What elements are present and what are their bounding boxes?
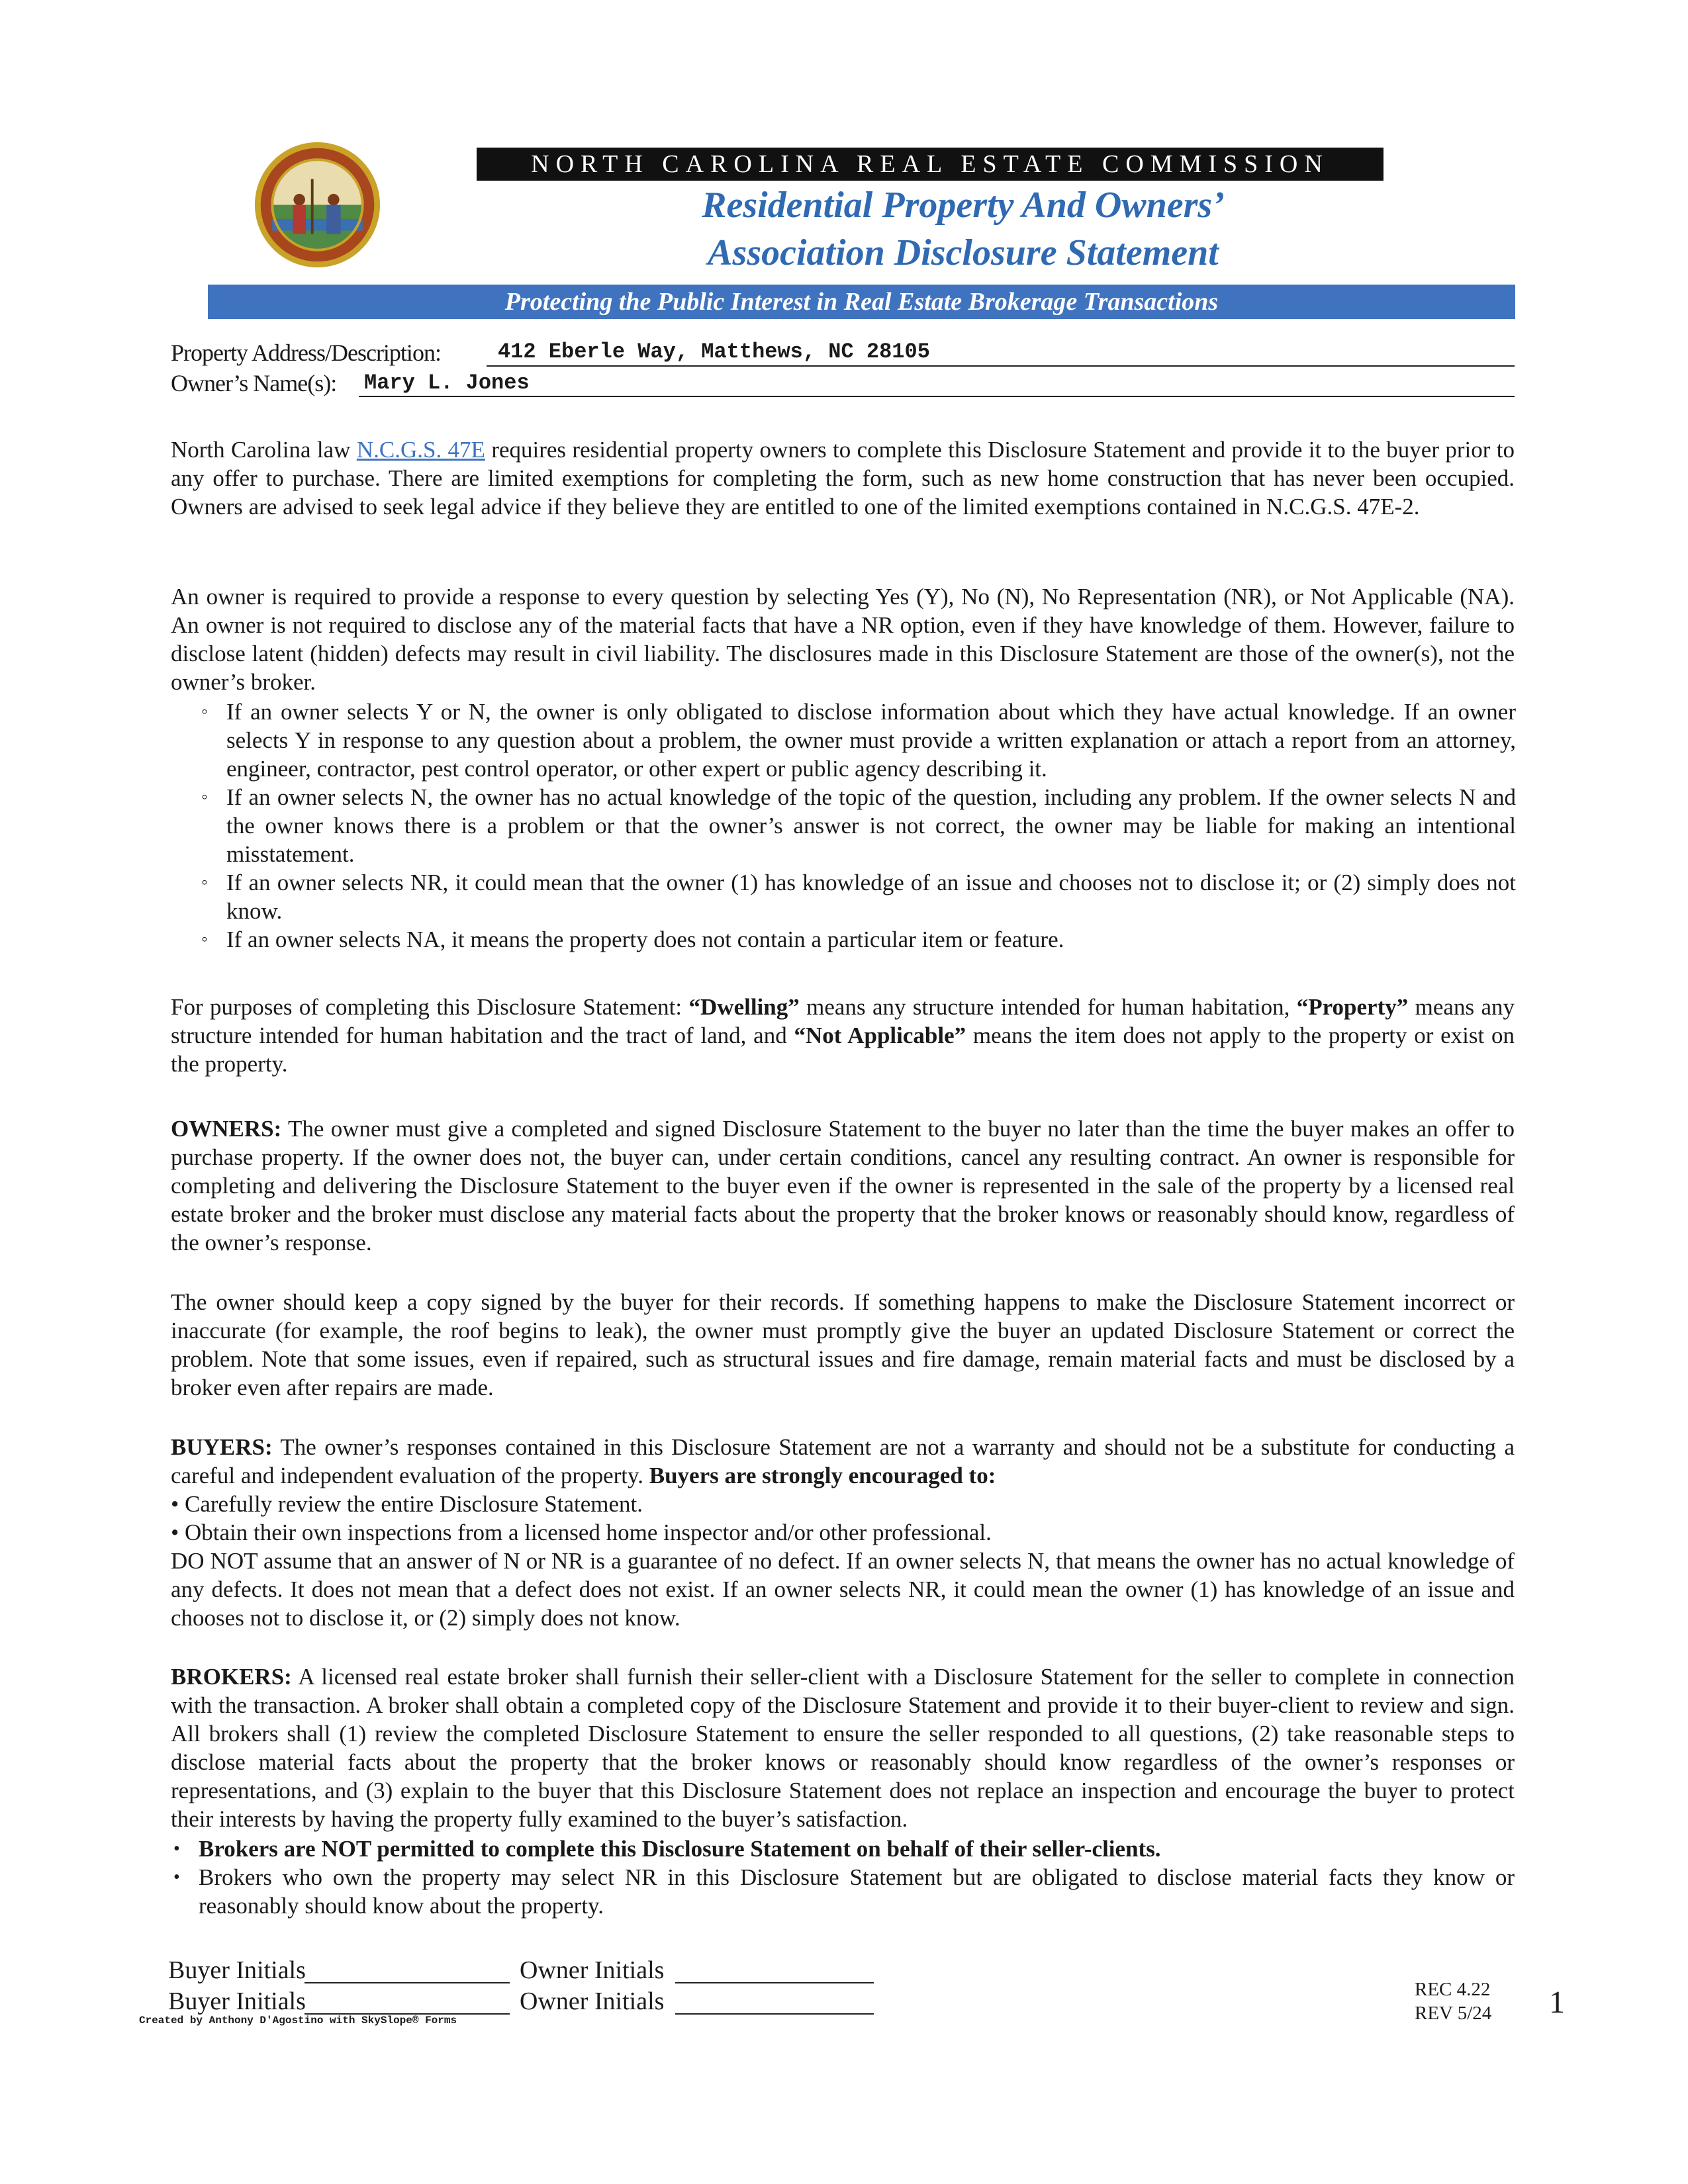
- buyer-initials-label-2: Buyer Initials: [168, 1987, 306, 2015]
- owner-initials-label: Owner Initials: [520, 1956, 665, 1984]
- brokers-list: [171, 1835, 1515, 1920]
- owners-heading: OWNERS:: [171, 1116, 282, 1142]
- buyer-initials-label: Buyer Initials: [168, 1956, 306, 1984]
- definitions-paragraph: For purposes of completing this Disclosure Statement: “Dwelling” means any structure intended for human habitation, “Property” means any structure intended for human habitation and the tract of land, and “Not Applicable” means the item does not apply to the property or exist on the property.: [171, 994, 1515, 1077]
- property-address-underline: [487, 365, 1515, 367]
- property-address-label: Property Address/Description:: [171, 340, 441, 366]
- form-creator-note: Created by Anthony D'Agostino with SkySlope® Forms: [139, 2015, 457, 2026]
- list-item: ◦ If an owner selects NA, it means the property does not contain a particular item or feature.: [201, 927, 1064, 952]
- buyer-initials-field[interactable]: [305, 1982, 510, 1983]
- owner-names-label: Owner’s Name(s):: [171, 370, 337, 396]
- intro-paragraph-2: An owner is required to provide a response to every question by selecting Yes (Y), No (N), No Representation (NR), or Not Applicable (NA). An owner is not required to disclose any of the material facts that have a NR option, even if they have knowledge of them. However, failure to disclose latent (hidden) defects may result in civil liability. The disclosures made in this Disclosure Statement are those of the owner(s), not the owner’s broker.: [171, 584, 1515, 695]
- list-item: • Carefully review the entire Disclosure Statement.: [171, 1491, 643, 1517]
- list-item: • Brokers who own the property may select NR in this Disclosure Statement but are obligated to disclose material facts they know or reasonably should know about the property.: [173, 1864, 1515, 1919]
- owners-paragraph-2: The owner should keep a copy signed by the buyer for their records. If something happens to make the Disclosure Statement incorrect or inaccurate (for example, the roof begins to leak), the owner must promptly give the buyer an updated Disclosure Statement or correct the problem. Note that some issues, even if repaired, such as structural issues and fire damage, remain material facts and must be disclosed by a broker even after repairs are made.: [171, 1289, 1515, 1400]
- form-title-line-2: Association Disclosure Statement: [708, 232, 1219, 273]
- intro-paragraph-1: North Carolina law N.C.G.S. 47E requires residential property owners to complete this Disclosure Statement and provide it to the buyer prior to any offer to purchase. There are limited exemptions for completing the form, such as new home construction that has never been occupied. Owners are advised to seek legal advice if they believe they are entitled to one of the limited exemptions contained in N.C.G.S. 47E-2.: [171, 437, 1515, 520]
- list-item: ◦ If an owner selects Y or N, the owner is only obligated to disclose information about which they have actual knowledge. If an owner selects Y in response to any question about a problem, the owner must provide a written explanation or attach a report from an attorney, engineer, contractor, pest control operator, or other expert or public agency describing it.: [201, 699, 1516, 782]
- page-number: 1: [1549, 1985, 1565, 2020]
- owner-names-field[interactable]: Mary L. Jones: [364, 371, 530, 395]
- buyers-heading: BUYERS:: [171, 1434, 273, 1460]
- ncgs-47e-link[interactable]: N.C.G.S. 47E: [356, 437, 485, 463]
- commission-banner: NORTH CAROLINA REAL ESTATE COMMISSION: [477, 148, 1383, 181]
- list-item: • Obtain their own inspections from a licensed home inspector and/or other professional.: [171, 1520, 992, 1545]
- list-item: ◦ If an owner selects N, the owner has no actual knowledge of the topic of the question, including any problem. If the owner selects N and the owner knows there is a problem or that the owner’s answer is not correct, the owner may be liable for making an intentional misstatement.: [201, 784, 1516, 867]
- list-item: ◦ If an owner selects NR, it could mean that the owner (1) has knowledge of an issue and chooses not to disclose it; or (2) simply does not know.: [201, 870, 1516, 924]
- tagline-banner: Protecting the Public Interest in Real Estate Brokerage Transactions: [208, 285, 1515, 319]
- owner-initials-field-2[interactable]: [675, 2013, 874, 2015]
- brokers-paragraph: BROKERS: A licensed real estate broker shall furnish their seller-client with a Disclosure Statement for the seller to complete in connection with the transaction. A broker shall obtain a completed copy of the Disclosure Statement and provide it to their buyer-client to review and sign. All brokers shall (1) review the completed Disclosure Statement to ensure the seller responded to all questions, (2) take reasonable steps to disclose material facts about the property that the broker knows or reasonably should know regardless of the owner’s responses or representations, and (3) explain to the buyer that this Disclosure Statement does not replace an inspection and encourage the buyer to protect their interests by having the property fully examined to the buyer’s satisfaction.: [171, 1664, 1515, 1832]
- buyers-paragraph: BUYERS: The owner’s responses contained in this Disclosure Statement are not a warranty and should not be a substitute for conducting a careful and independent evaluation of the property. Buyers are strongly encouraged to:: [171, 1434, 1515, 1488]
- owners-paragraph: OWNERS: The owner must give a completed and signed Disclosure Statement to the buyer no later than the time the buyer makes an offer to purchase property. If the owner does not, the buyer can, under certain conditions, cancel any resulting contract. An owner is responsible for completing and delivering the Disclosure Statement to the buyer even if the owner is represented in the sale of the property by a licensed real estate broker and the broker must disclose any material facts about the property that the broker knows or reasonably should know, regardless of the owner’s response.: [171, 1116, 1515, 1255]
- buyers-paragraph-2: DO NOT assume that an answer of N or NR is a guarantee of no defect. If an owner selects N, that means the owner has no actual knowledge of any defects. It does not mean that a defect does not exist. If an owner selects NR, it could mean the owner (1) has knowledge of an issue and chooses not to disclose it, or (2) simply does not know.: [171, 1548, 1515, 1631]
- owner-initials-field[interactable]: [675, 1982, 874, 1983]
- form-rec-number: REC 4.22: [1415, 1979, 1491, 2000]
- list-item: • Brokers are NOT permitted to complete this Disclosure Statement on behalf of their seller-clients.: [173, 1836, 1161, 1862]
- owner-names-underline: [359, 396, 1515, 397]
- owner-initials-label-2: Owner Initials: [520, 1987, 665, 2015]
- form-title-line-1: Residential Property And Owners’: [702, 185, 1225, 226]
- buyers-recommendations: [171, 1490, 1515, 1547]
- brokers-heading: BROKERS:: [171, 1664, 292, 1690]
- response-options-list: [199, 698, 1516, 954]
- property-address-field[interactable]: 412 Eberle Way, Matthews, NC 28105: [498, 340, 930, 364]
- form-revision: REV 5/24: [1415, 2003, 1492, 2024]
